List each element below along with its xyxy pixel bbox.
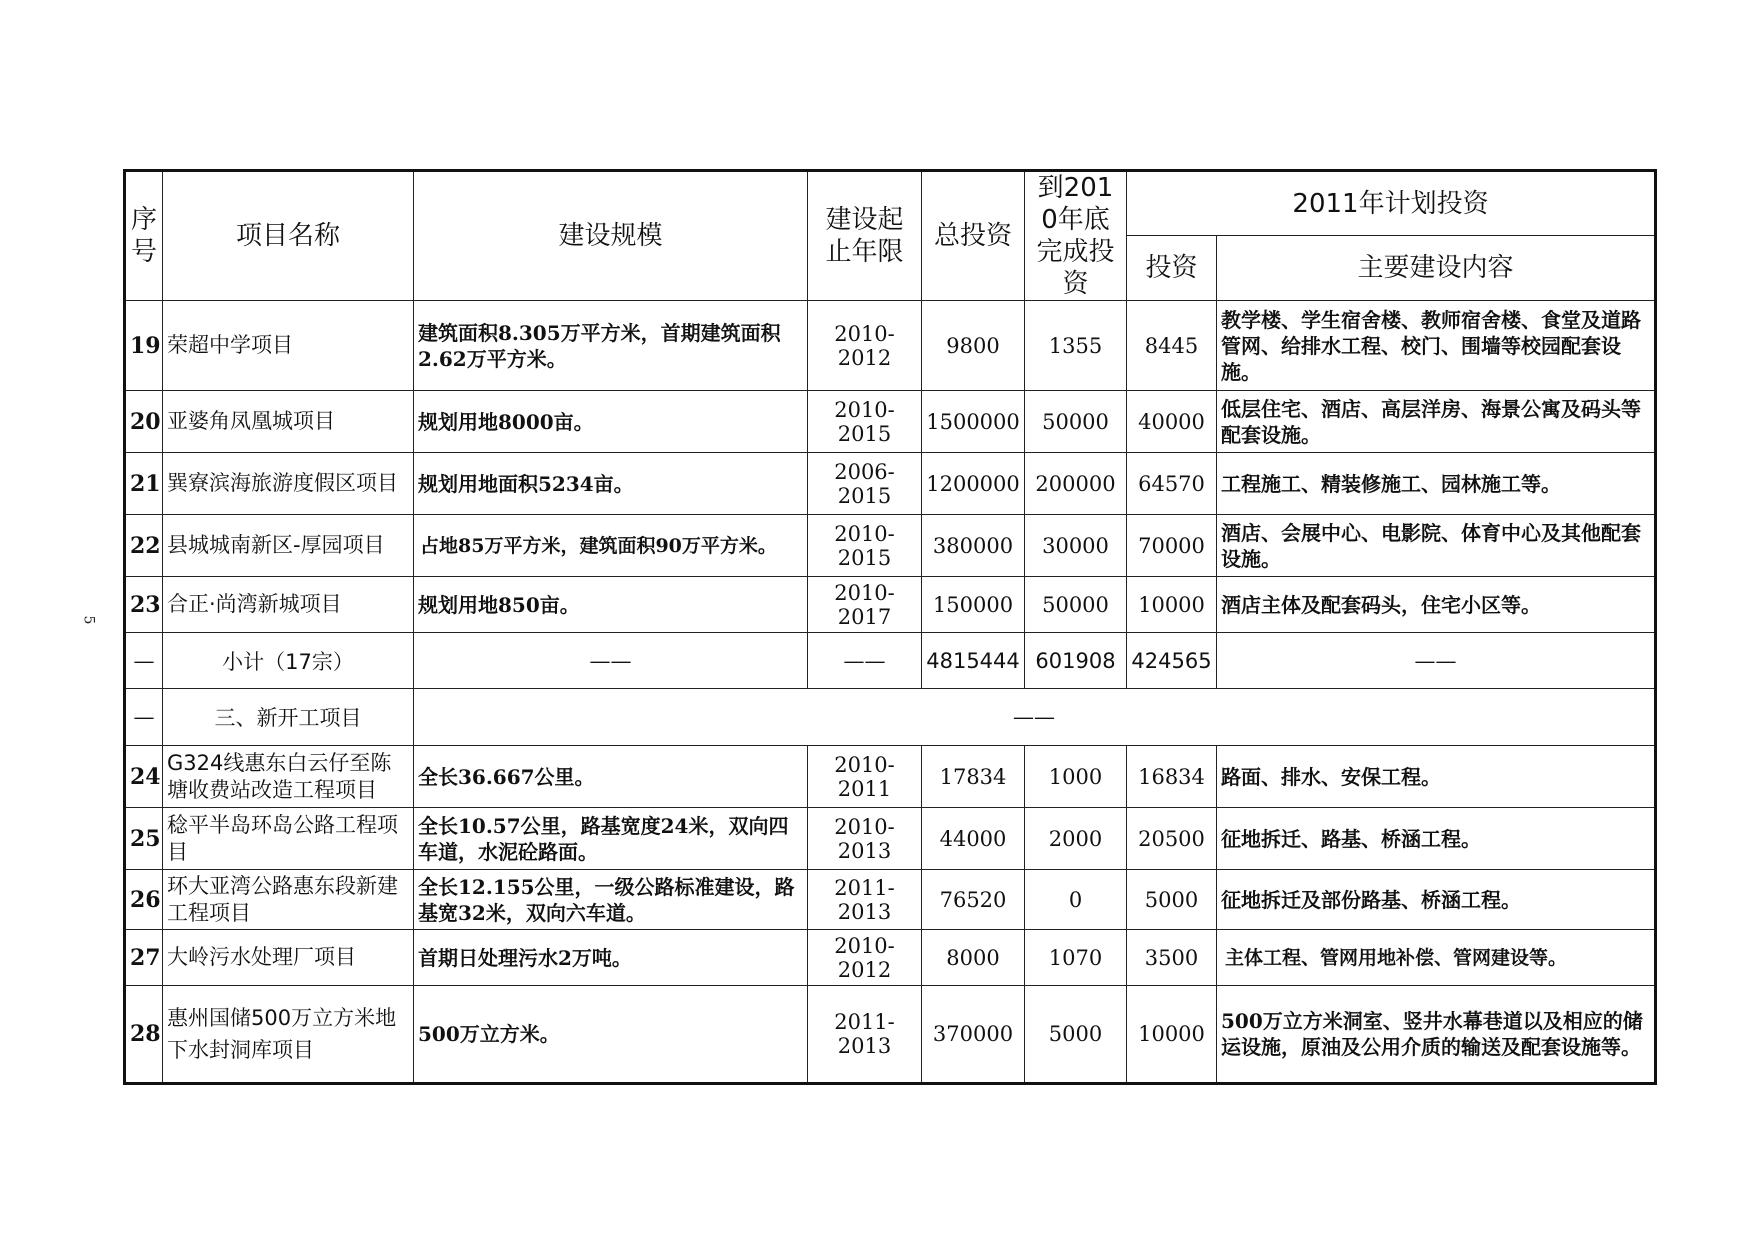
row-name: 亚婆角凤凰城项目 [163,391,414,453]
row-content: 征地拆迁、路基、桥涵工程。 [1217,808,1656,870]
subtotal-seq: — [125,633,163,689]
row-total: 1200000 [922,453,1025,515]
table-row [125,453,1656,515]
header-completed-text: 到2010年底完成投资 [1036,173,1115,299]
row-name: 大岭污水处理厂项目 [163,930,414,986]
row-period: 2011-2013 [808,986,922,1084]
row-scale: 规划用地850亩。 [414,577,808,633]
row-seq: 20 [125,391,163,453]
row-scale: 占地85万平方米，建筑面积90万平方米。 [414,515,808,577]
table-row [125,930,1656,986]
row-total: 370000 [922,986,1025,1084]
header-period [808,171,922,301]
row-scale: 全长10.57公里，路基宽度24米，双向四车道，水泥砼路面。 [414,808,808,870]
row-name: 惠州国储500万立方米地下水封洞库项目 [163,986,414,1084]
row-scale: 500万立方米。 [414,986,808,1084]
row-seq: 22 [125,515,163,577]
section-seq: — [125,689,163,746]
row-seq: 24 [125,746,163,808]
row-invest: 3500 [1127,930,1217,986]
table-row [125,301,1656,391]
header-seq-text: 序号 [131,205,158,267]
header-completed [1025,171,1127,301]
row-total: 1500000 [922,391,1025,453]
table-row [125,808,1656,870]
row-period: 2010-2012 [808,930,922,986]
row-content: 酒店主体及配套码头，住宅小区等。 [1217,577,1656,633]
row-completed: 1000 [1025,746,1127,808]
row-scale: 规划用地面积5234亩。 [414,453,808,515]
row-total: 17834 [922,746,1025,808]
header-seq [125,171,163,301]
subtotal-invest: 424565 [1127,633,1217,689]
row-period: 2011-2013 [808,870,922,930]
row-seq: 25 [125,808,163,870]
subtotal-period: —— [808,633,922,689]
row-completed: 5000 [1025,986,1127,1084]
table-row [125,515,1656,577]
row-name: 巽寮滨海旅游度假区项目 [163,453,414,515]
row-content: 教学楼、学生宿舍楼、教师宿舍楼、食堂及道路管网、给排水工程、校门、围墙等校园配套设施。 [1217,301,1656,391]
header-scale: 建设规模 [414,171,808,301]
header-total: 总投资 [922,171,1025,301]
row-name: 合正·尚湾新城项目 [163,577,414,633]
header-name: 项目名称 [163,171,414,301]
row-content: 工程施工、精装修施工、园林施工等。 [1217,453,1656,515]
row-scale: 建筑面积8.305万平方米，首期建筑面积2.62万平方米。 [414,301,808,391]
row-total: 76520 [922,870,1025,930]
row-period: 2010-2013 [808,808,922,870]
row-total: 150000 [922,577,1025,633]
page-number: 5 [80,615,97,625]
row-seq: 26 [125,870,163,930]
row-scale: 规划用地8000亩。 [414,391,808,453]
row-total: 44000 [922,808,1025,870]
row-period: 2010-2015 [808,515,922,577]
section-title: 三、新开工项目 [163,689,414,746]
subtotal-scale: —— [414,633,808,689]
header-plan-2011: 2011年计划投资 [1127,171,1656,236]
row-name: 稔平半岛环岛公路工程项目 [163,808,414,870]
row-invest: 8445 [1127,301,1217,391]
row-name: 环大亚湾公路惠东段新建工程项目 [163,870,414,930]
row-invest: 10000 [1127,577,1217,633]
row-invest: 10000 [1127,986,1217,1084]
header-invest: 投资 [1127,236,1217,301]
row-scale: 全长12.155公里，一级公路标准建设，路基宽32米，双向六车道。 [414,870,808,930]
row-completed: 50000 [1025,577,1127,633]
row-content: 征地拆迁及部份路基、桥涵工程。 [1217,870,1656,930]
row-period: 2010-2012 [808,301,922,391]
row-name: G324线惠东白云仔至陈塘收费站改造工程项目 [163,746,414,808]
row-total: 8000 [922,930,1025,986]
row-seq: 23 [125,577,163,633]
table-header [125,171,1656,301]
row-completed: 1355 [1025,301,1127,391]
row-content: 500万立方米洞室、竖井水幕巷道以及相应的储运设施，原油及公用介质的输送及配套设施等。 [1217,986,1656,1084]
row-invest: 70000 [1127,515,1217,577]
row-invest: 5000 [1127,870,1217,930]
row-completed: 200000 [1025,453,1127,515]
investment-plan-table [123,169,1657,1085]
row-invest: 20500 [1127,808,1217,870]
header-period-text: 建设起止年限 [825,205,904,267]
row-content: 路面、排水、安保工程。 [1217,746,1656,808]
table-row [125,391,1656,453]
subtotal-total: 4815444 [922,633,1025,689]
row-completed: 50000 [1025,391,1127,453]
row-period: 2010-2015 [808,391,922,453]
row-invest: 40000 [1127,391,1217,453]
row-scale: 首期日处理污水2万吨。 [414,930,808,986]
subtotal-content: —— [1217,633,1656,689]
row-seq: 27 [125,930,163,986]
row-content: 酒店、会展中心、电影院、体育中心及其他配套设施。 [1217,515,1656,577]
subtotal-row [125,633,1656,689]
row-seq: 19 [125,301,163,391]
row-content: 低层住宅、酒店、高层洋房、海景公寓及码头等配套设施。 [1217,391,1656,453]
subtotal-completed: 601908 [1025,633,1127,689]
row-period: 2010-2017 [808,577,922,633]
section-rest: —— [414,689,1656,746]
section-row [125,689,1656,746]
row-completed: 30000 [1025,515,1127,577]
row-completed: 1070 [1025,930,1127,986]
row-invest: 64570 [1127,453,1217,515]
table-row [125,577,1656,633]
row-scale: 全长36.667公里。 [414,746,808,808]
row-period: 2010-2011 [808,746,922,808]
row-content: 主体工程、管网用地补偿、管网建设等。 [1217,930,1656,986]
table-row [125,870,1656,930]
subtotal-label: 小计（17宗） [163,633,414,689]
row-seq: 21 [125,453,163,515]
header-content: 主要建设内容 [1217,236,1656,301]
table-row [125,986,1656,1084]
row-invest: 16834 [1127,746,1217,808]
row-total: 9800 [922,301,1025,391]
row-seq: 28 [125,986,163,1084]
row-period: 2006-2015 [808,453,922,515]
row-name: 县城城南新区-厚园项目 [163,515,414,577]
row-name: 荣超中学项目 [163,301,414,391]
table-row [125,746,1656,808]
row-completed: 2000 [1025,808,1127,870]
row-completed: 0 [1025,870,1127,930]
row-total: 380000 [922,515,1025,577]
